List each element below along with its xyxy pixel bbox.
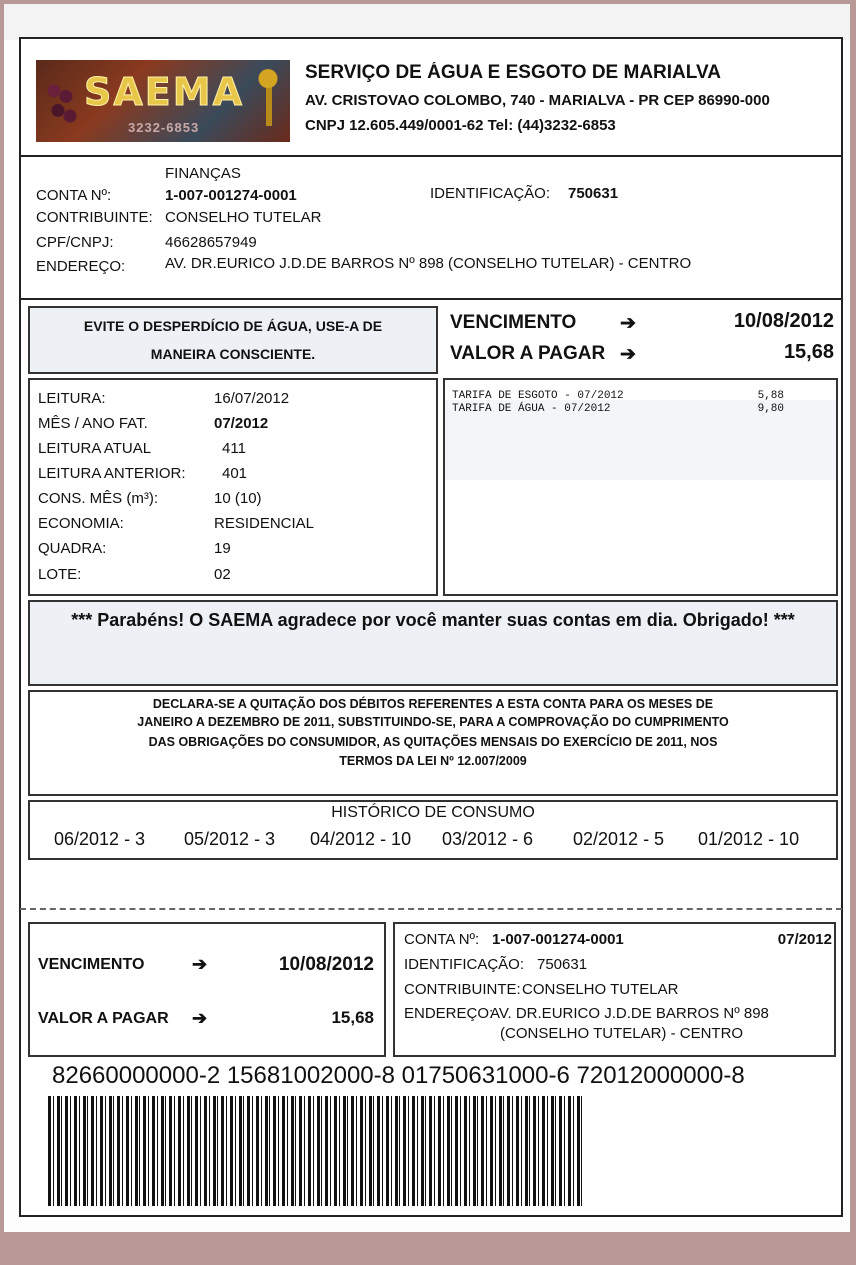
contrib-value: CONSELHO TUTELAR	[165, 209, 322, 226]
company-address: AV. CRISTOVAO COLOMBO, 740 - MARIALVA - PR CEP 86990-000	[305, 92, 770, 109]
reading-value: RESIDENCIAL	[214, 515, 315, 532]
logo-wordmark: SAEMA	[84, 70, 244, 114]
company-name: SERVIÇO DE ÁGUA E ESGOTO DE MARIALVA	[305, 62, 721, 83]
thanks-message: *** Parabéns! O SAEMA agradece por você manter suas contas em dia. Obrigado! ***	[71, 610, 795, 630]
stub-ident-label: IDENTIFICAÇÃO:	[404, 956, 525, 973]
history-item: 05/2012 - 3	[184, 829, 276, 849]
stub-conta-label: CONTA Nº:	[404, 931, 480, 948]
declaration-line-4: TERMOS DA LEI Nº 12.007/2009	[339, 754, 527, 768]
thanks-box	[28, 600, 838, 686]
stub-contrib-value: CONSELHO TUTELAR	[522, 981, 679, 998]
section-label: FINANÇAS	[165, 165, 241, 182]
company-cnpj-tel: CNPJ 12.605.449/0001-62 Tel: (44)3232-6853	[305, 117, 616, 134]
history-item: 03/2012 - 6	[442, 829, 534, 849]
stub-due-box	[28, 922, 386, 1057]
charge-value: 9,80	[757, 403, 784, 415]
reading-value: 07/2012	[214, 415, 269, 432]
amount-due-value: 15,68	[783, 341, 834, 363]
reading-value: 16/07/2012	[214, 390, 290, 407]
reading-value: 10 (10)	[214, 490, 262, 507]
stub-conta-value: 1-007-001274-0001	[492, 931, 624, 948]
stub-ident-value: 750631	[537, 956, 588, 973]
saema-logo	[36, 60, 290, 142]
reading-value: 411	[222, 440, 246, 457]
history-item: 02/2012 - 5	[573, 829, 665, 849]
stub-endereco-value: AV. DR.EURICO J.D.DE BARROS Nº 898	[490, 1005, 769, 1022]
notice-line-1: EVITE O DESPERDÍCIO DE ÁGUA, USE-A DE	[83, 318, 383, 334]
scan-top-band	[4, 4, 850, 40]
declaration-line-3: DAS OBRIGAÇÕES DO CONSUMIDOR, AS QUITAÇÕES MENSAIS DO EXERCÍCIO DE 2011, NOS	[148, 735, 718, 749]
history-title: HISTÓRICO DE CONSUMO	[331, 804, 535, 821]
history-item: 04/2012 - 10	[310, 829, 412, 849]
reading-label: QUADRA:	[38, 540, 107, 557]
grapes-icon	[42, 74, 82, 130]
meter-reading-box	[28, 378, 438, 596]
charge-label: TARIFA DE ESGOTO - 07/2012	[452, 390, 624, 402]
stub-contrib-label: CONTRIBUINTE:	[404, 981, 521, 998]
reading-label: MÊS / ANO FAT.	[38, 415, 148, 432]
cpf-value: 46628657949	[165, 234, 257, 251]
stub-due-date-value: 10/08/2012	[278, 954, 374, 975]
contrib-label: CONTRIBUINTE:	[36, 209, 153, 226]
arrow-right-icon: ➔	[620, 344, 636, 365]
reading-label: LEITURA ANTERIOR:	[38, 465, 186, 482]
charge-value: 5,88	[757, 390, 784, 402]
reading-label: ECONOMIA:	[38, 515, 124, 532]
stub-due-date-label: VENCIMENTO	[38, 956, 145, 973]
conta-value: 1-007-001274-0001	[165, 187, 297, 204]
stub-endereco-label: ENDEREÇO:	[404, 1005, 494, 1022]
reading-label: LEITURA ATUAL	[38, 440, 152, 457]
header-divider	[20, 155, 842, 157]
declaration-line-1: DECLARA-SE A QUITAÇÃO DOS DÉBITOS REFERENTES A ESTA CONTA PARA OS MESES DE	[152, 697, 714, 711]
arrow-right-icon: ➔	[192, 1008, 208, 1028]
ident-value: 750631	[568, 185, 619, 202]
reading-label: LOTE:	[38, 566, 82, 583]
barcode-digits: 82660000000-2 15681002000-8 01750631000-6 72012000000-8	[52, 1062, 745, 1089]
cpf-label: CPF/CNPJ:	[36, 234, 114, 251]
endereco-value: AV. DR.EURICO J.D.DE BARROS Nº 898 (CONSELHO TUTELAR) - CENTRO	[165, 255, 692, 272]
history-item: 01/2012 - 10	[698, 829, 800, 849]
due-date-value: 10/08/2012	[733, 310, 834, 332]
account-divider	[20, 298, 842, 300]
arrow-right-icon: ➔	[192, 954, 208, 974]
stub-amount-label: VALOR A PAGAR	[38, 1010, 169, 1027]
amount-due-label: VALOR A PAGAR	[450, 343, 606, 364]
arrow-right-icon: ➔	[620, 313, 636, 334]
water-saving-notice	[28, 306, 438, 374]
reading-value: 02	[214, 566, 231, 583]
conta-label: CONTA Nº:	[36, 187, 112, 204]
reading-value: 401	[222, 465, 248, 482]
stub-endereco-value-2: (CONSELHO TUTELAR) - CENTRO	[500, 1025, 744, 1042]
reading-label: CONS. MÊS (m³):	[38, 490, 158, 507]
endereco-label: ENDEREÇO:	[36, 258, 126, 275]
reading-value: 19	[214, 540, 231, 557]
due-date-label: VENCIMENTO	[450, 312, 577, 333]
reading-label: LEITURA:	[38, 390, 106, 407]
history-item: 06/2012 - 3	[54, 829, 146, 849]
payment-barcode	[48, 1096, 582, 1206]
charge-label: TARIFA DE ÁGUA - 07/2012	[452, 403, 611, 415]
logo-phone: 3232-6853	[128, 120, 200, 135]
declaration-box	[28, 690, 838, 796]
stub-amount-value: 15,68	[331, 1008, 374, 1027]
declaration-line-2: JANEIRO A DEZEMBRO DE 2011, SUBSTITUINDO-SE, PARA A COMPROVAÇÃO DO CUMPRIMENTO	[137, 715, 729, 729]
notice-line-2: MANEIRA CONSCIENTE.	[150, 346, 316, 362]
ident-label: IDENTIFICAÇÃO:	[430, 185, 551, 202]
faucet-icon	[250, 66, 286, 136]
tear-line	[20, 908, 842, 910]
stub-period: 07/2012	[777, 931, 832, 948]
